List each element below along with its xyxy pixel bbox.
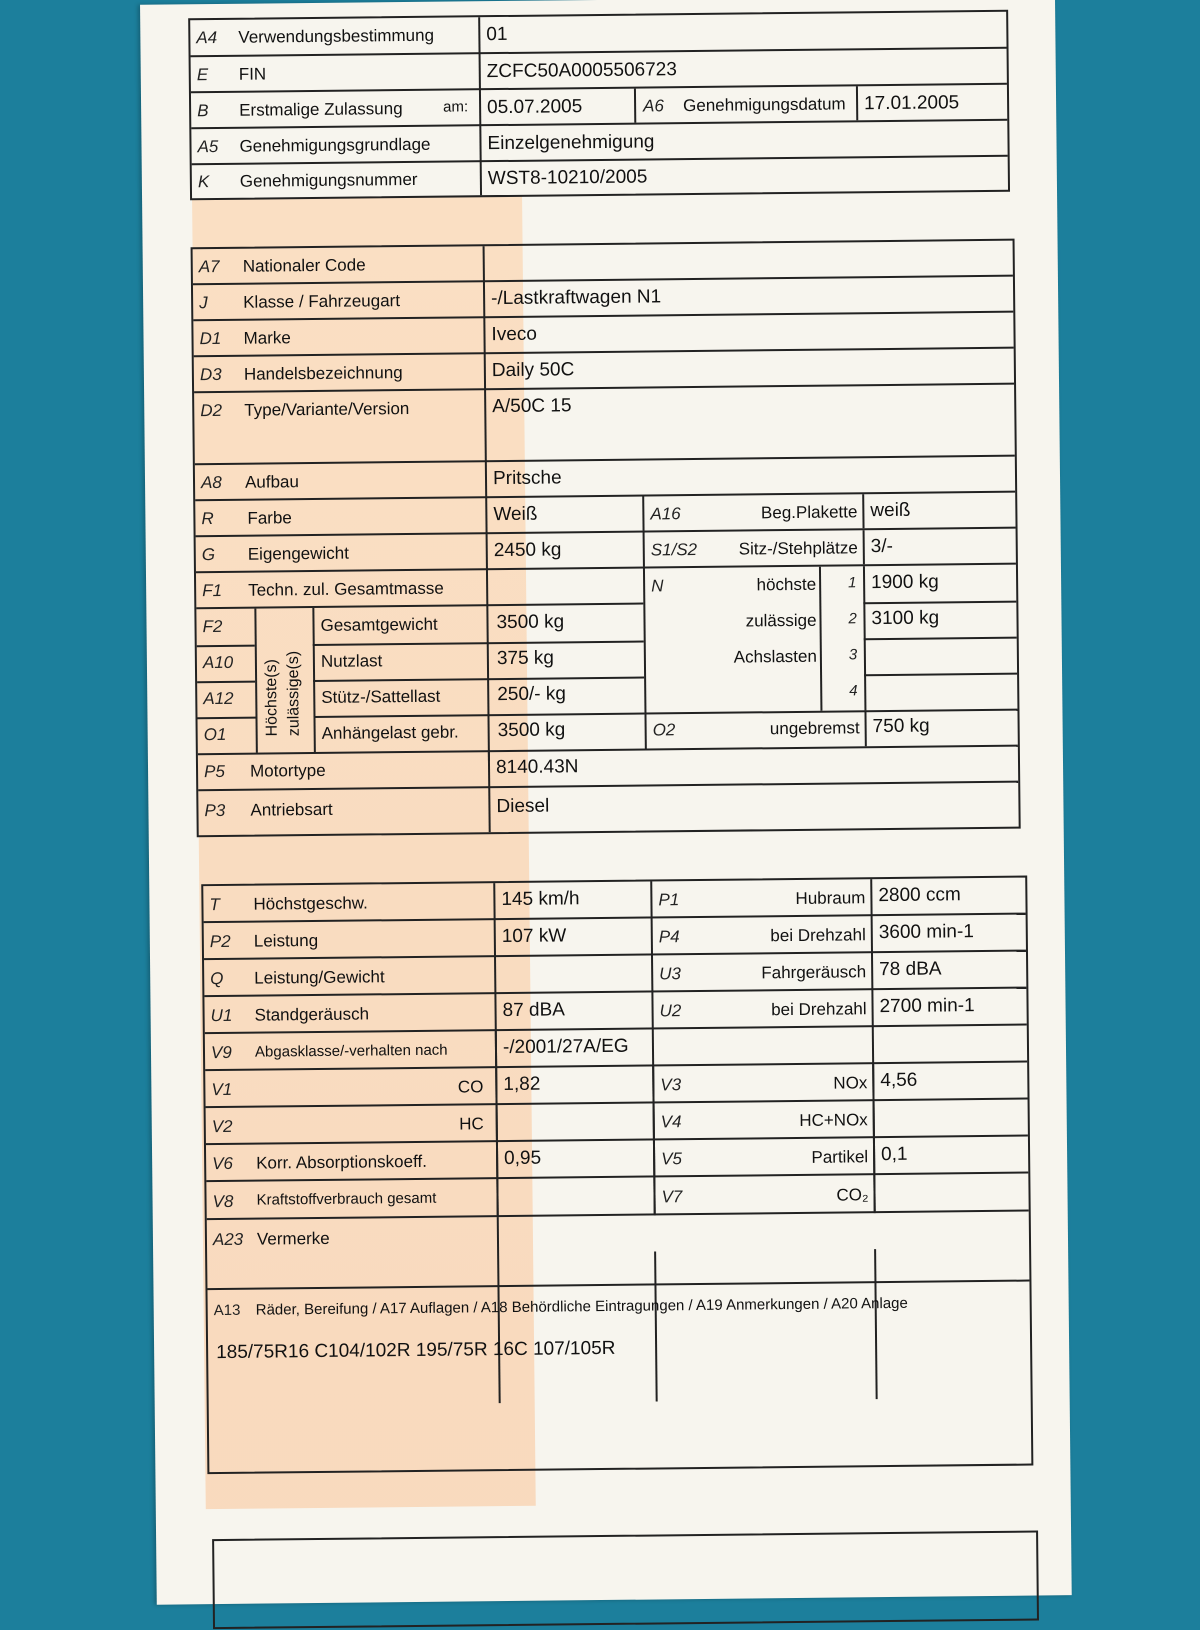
code: V3	[660, 1075, 682, 1095]
value: 8140.43N	[495, 756, 579, 779]
code: S1/S2	[650, 539, 698, 560]
bottom-box	[212, 1530, 1039, 1629]
code: V4	[660, 1112, 682, 1132]
value: 01	[486, 23, 508, 46]
label: Sitz-/Stehplätze	[738, 538, 858, 559]
label: Antriebsart	[250, 799, 333, 820]
label: Genehmigungsdatum	[683, 94, 846, 116]
axle-value: 1900 kg	[871, 571, 939, 594]
label: Stütz-/Sattellast	[321, 686, 441, 707]
axle-number: 1	[848, 574, 857, 592]
label: Klasse / Fahrzeugart	[243, 291, 401, 312]
code: U3	[659, 964, 682, 984]
code: T	[209, 895, 220, 915]
value: 145 km/h	[501, 888, 580, 911]
value: 0,95	[504, 1147, 542, 1170]
label: Standgeräusch	[254, 1004, 370, 1025]
axle-number: 4	[849, 682, 858, 700]
value: 3500 kg	[497, 719, 566, 742]
row-a12	[197, 677, 644, 718]
label: Type/Variante/Version	[244, 398, 410, 420]
label: NOx	[833, 1073, 868, 1093]
code: P3	[204, 800, 226, 821]
label: Aufbau	[244, 472, 300, 492]
code: K	[197, 172, 210, 192]
code: U2	[659, 1001, 682, 1021]
value: Diesel	[496, 795, 550, 818]
label: Achslasten	[733, 646, 817, 667]
label: Hubraum	[795, 888, 866, 908]
value: 1,82	[503, 1073, 541, 1096]
label: Räder, Bereifung / A17 Auflagen / A18 Behördliche Eintragungen / A19 Anmerkungen / A20 Anlage	[255, 1294, 908, 1319]
label: Leistung	[253, 930, 319, 951]
label: Motortype	[249, 760, 326, 781]
code: Q	[210, 968, 224, 989]
code: V5	[661, 1149, 683, 1169]
section-vehicle	[191, 239, 1021, 838]
value: WST8-10210/2005	[487, 166, 648, 190]
value: 2800 ccm	[878, 884, 961, 907]
label: Nutzlast	[320, 651, 383, 671]
code: A23	[212, 1229, 244, 1250]
code: A12	[203, 688, 234, 709]
code: P1	[658, 890, 680, 910]
label: Leistung/Gewicht	[254, 967, 385, 988]
fin-value: ZCFC50A0005506723	[486, 59, 677, 83]
code: U1	[210, 1005, 233, 1026]
code: O1	[203, 724, 227, 745]
vertical-label: Höchste(s)	[262, 659, 281, 737]
code: P5	[203, 761, 225, 782]
value: Pritsche	[492, 467, 562, 490]
code: G	[201, 545, 216, 565]
value: 3500 kg	[496, 611, 565, 634]
code: A7	[198, 256, 220, 277]
label: ungebremst	[769, 718, 860, 739]
code: N	[651, 576, 664, 596]
value: 3/-	[870, 535, 894, 558]
code: V7	[661, 1187, 683, 1207]
axle-number: 2	[848, 610, 857, 628]
row-a23	[207, 1212, 1030, 1291]
code: V2	[211, 1116, 233, 1137]
code: A5	[197, 136, 219, 157]
code: E	[196, 65, 209, 85]
code: A16	[650, 504, 681, 524]
label: Genehmigungsnummer	[239, 169, 418, 191]
value: 0,1	[880, 1143, 908, 1166]
value: 107 kW	[501, 925, 567, 948]
section-engine	[201, 876, 1033, 1475]
label: Beg.Plakette	[760, 502, 858, 523]
label: Eigengewicht	[247, 543, 350, 564]
section-approval	[188, 10, 1010, 201]
code: V9	[210, 1042, 232, 1063]
value: -/Lastkraftwagen N1	[491, 286, 662, 310]
code: R	[201, 509, 214, 529]
tire-value: 185/75R16 C104/102R 195/75R 16C 107/105R	[216, 1337, 616, 1364]
value: -/2001/27A/EG	[502, 1035, 629, 1059]
value: Daily 50C	[491, 359, 575, 382]
code: B	[197, 101, 209, 121]
label: bei Drehzahl	[771, 999, 867, 1020]
label: Genehmigungsgrundlage	[239, 134, 431, 156]
label: HC+NOx	[799, 1110, 868, 1130]
row-o1	[197, 713, 644, 754]
code: D3	[199, 364, 222, 385]
code: V1	[211, 1079, 233, 1100]
label: höchste	[756, 574, 817, 595]
row-f2	[196, 605, 643, 646]
value: 375 kg	[496, 647, 555, 670]
code: A13	[213, 1301, 241, 1320]
code: D2	[200, 400, 223, 421]
value: 4,56	[880, 1069, 918, 1092]
label: Abgasklasse/-verhalten nach	[254, 1041, 448, 1061]
row-p3	[198, 783, 1018, 832]
code: A10	[202, 652, 234, 673]
row-a10	[197, 641, 644, 682]
label-suffix: am:	[443, 98, 469, 116]
label: Farbe	[247, 508, 292, 528]
value: 3600 min-1	[878, 921, 974, 944]
label: Gesamtgewicht	[320, 614, 438, 635]
value: 250/- kg	[497, 683, 567, 706]
approval-date-value: 17.01.2005	[863, 92, 960, 115]
unit: CO	[457, 1077, 484, 1097]
axle-block	[643, 565, 1017, 713]
label: FIN	[238, 64, 267, 84]
code: V6	[212, 1153, 234, 1174]
label: Fahrgeräusch	[761, 962, 867, 983]
first-registration-value: 05.07.2005	[487, 96, 583, 119]
label: Anhängelast gebr.	[321, 722, 459, 743]
value: weiß	[870, 499, 911, 522]
axle-number: 3	[848, 646, 858, 664]
label: zulässige	[745, 610, 817, 631]
code: O2	[652, 720, 676, 740]
axle-value: 3100 kg	[871, 607, 940, 630]
label: Marke	[243, 328, 291, 348]
registration-document	[140, 0, 1072, 1605]
label: Vermerke	[256, 1228, 330, 1249]
value: A/50C 15	[492, 395, 572, 418]
code: P4	[658, 927, 680, 947]
label: Korr. Absorptionskoeff.	[256, 1151, 427, 1173]
label: Höchstgeschw.	[253, 893, 368, 914]
value: 2450 kg	[493, 539, 562, 562]
label: Verwendungsbestimmung	[238, 25, 435, 47]
code: F2	[202, 616, 223, 637]
value: Einzelgenehmigung	[487, 131, 655, 155]
code: D1	[199, 328, 222, 349]
vertical-label: zulässige(s)	[284, 650, 303, 737]
row-f1	[196, 569, 643, 610]
value: 78 dBA	[879, 958, 942, 981]
row-o2	[644, 709, 1017, 749]
value: 750 kg	[872, 715, 930, 738]
label: Erstmalige Zulassung	[239, 99, 403, 120]
code: V8	[212, 1191, 234, 1212]
label: Techn. zul. Gesamtmasse	[248, 578, 444, 600]
code: P2	[209, 931, 231, 952]
code: J	[199, 293, 208, 313]
label: Kraftstoffverbrauch gesamt	[256, 1189, 437, 1209]
label: CO₂	[836, 1185, 869, 1205]
code: A8	[200, 472, 222, 493]
row-a13	[207, 1282, 1031, 1473]
label: Handelsbezeichnung	[243, 363, 403, 384]
code: A4	[196, 27, 218, 48]
label: bei Drehzahl	[770, 925, 866, 946]
value: 2700 min-1	[879, 995, 975, 1018]
code: F1	[202, 580, 223, 601]
row-d2	[194, 385, 1015, 466]
value: Weiß	[493, 503, 538, 526]
label: Nationaler Code	[242, 255, 366, 276]
value: 87 dBA	[502, 999, 566, 1022]
label: Partikel	[811, 1147, 869, 1167]
brand-value: Iveco	[491, 323, 538, 346]
unit: HC	[459, 1114, 484, 1134]
code: A6	[643, 96, 665, 116]
